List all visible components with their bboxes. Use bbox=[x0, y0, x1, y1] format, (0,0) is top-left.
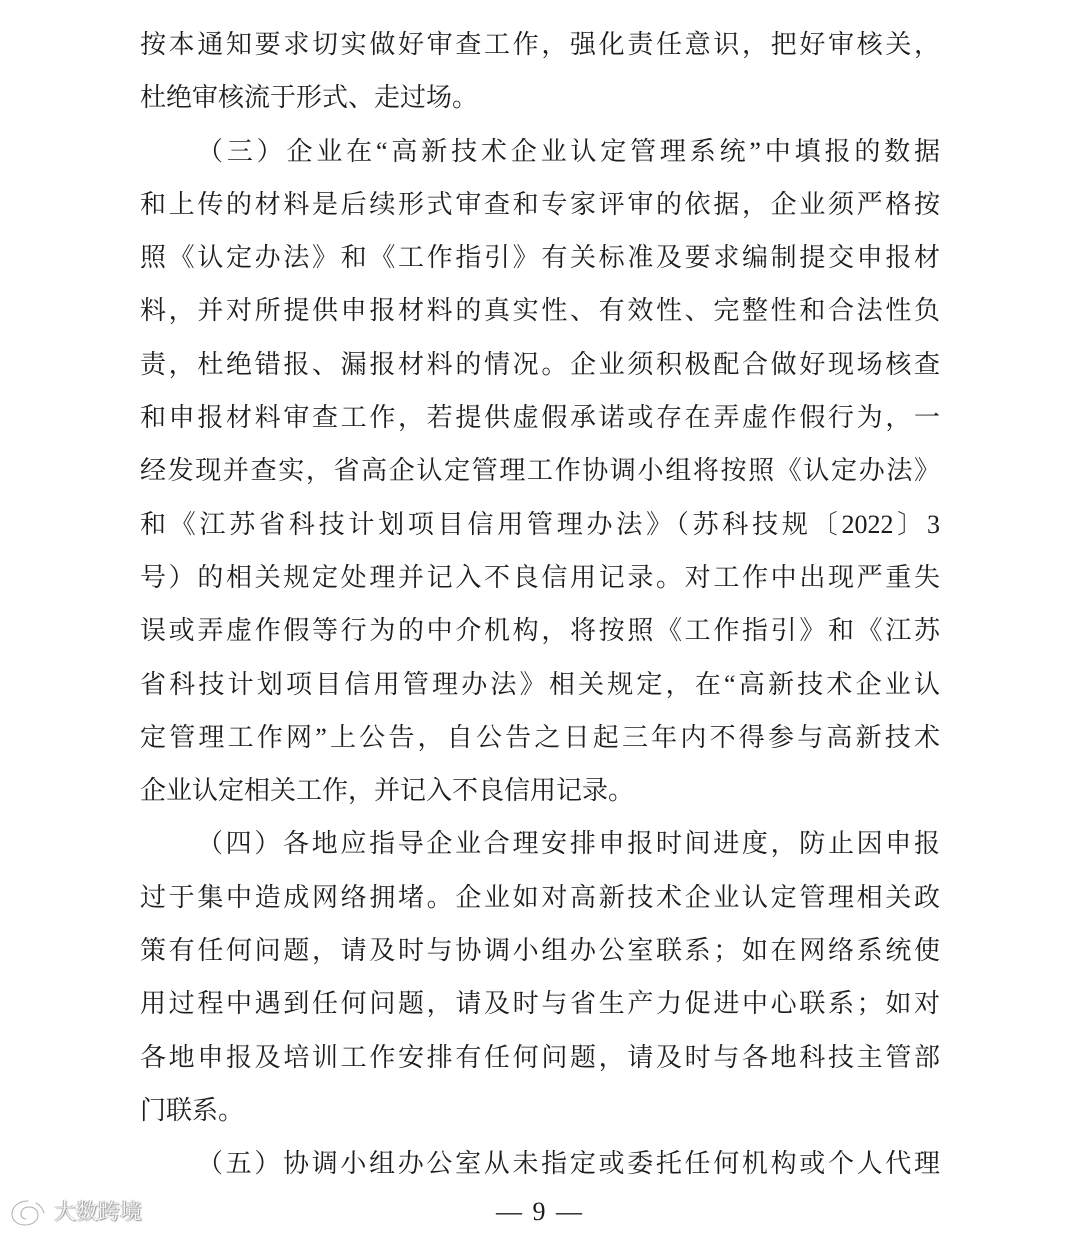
text-line: 过于集中造成网络拥堵。企业如对高新技术企业认定管理相关政 bbox=[140, 882, 940, 912]
text-line: 责，杜绝错报、漏报材料的情况。企业须积极配合做好现场核查 bbox=[140, 349, 940, 379]
watermark bbox=[8, 1196, 142, 1230]
text-line: 误或弄虚作假等行为的中介机构，将按照《工作指引》和《江苏 bbox=[140, 616, 940, 646]
text-line: 用过程中遇到任何问题，请及时与省生产力促进中心联系；如对 bbox=[140, 989, 940, 1019]
text-line: 定管理工作网”上公告，自公告之日起三年内不得参与高新技术 bbox=[140, 722, 940, 752]
text-line: 经发现并查实，省高企认定管理工作协调小组将按照《认定办法》 bbox=[140, 456, 940, 486]
page-text bbox=[140, 18, 940, 1191]
text-line: 策有任何问题，请及时与协调小组办公室联系；如在网络系统使 bbox=[140, 936, 940, 966]
text-line: 企业认定相关工作，并记入不良信用记录。 bbox=[140, 776, 635, 806]
paragraph-5 bbox=[140, 1137, 940, 1190]
text-line: 号）的相关规定处理并记入不良信用记录。对工作中出现严重失 bbox=[140, 562, 940, 592]
text-line: 省科技计划项目信用管理办法》相关规定，在“高新技术企业认 bbox=[140, 669, 940, 699]
page-number: — 9 — bbox=[496, 1197, 584, 1226]
paragraph-continued bbox=[140, 18, 940, 125]
paragraph-4 bbox=[140, 817, 940, 1137]
text-line: 各地申报及培训工作安排有任何问题，请及时与各地科技主管部 bbox=[140, 1042, 940, 1072]
watermark-text: 大数跨境 bbox=[54, 1200, 143, 1225]
text-line: 和上传的材料是后续形式审查和专家评审的依据，企业须严格按 bbox=[140, 189, 940, 219]
logo-icon bbox=[8, 1197, 48, 1229]
text-line: 和申报材料审查工作，若提供虚假承诺或存在弄虚作假行为，一 bbox=[140, 403, 940, 433]
text-line: 料，并对所提供申报材料的真实性、有效性、完整性和合法性负 bbox=[140, 296, 940, 326]
text-line: 按本通知要求切实做好审查工作，强化责任意识，把好审核关， bbox=[140, 30, 940, 59]
text-line: （三）企业在“高新技术企业认定管理系统”中填报的数据 bbox=[197, 136, 940, 166]
text-line: 杜绝审核流于形式、走过场。 bbox=[140, 83, 479, 113]
text-line: （五）协调小组办公室从未指定或委托任何机构或个人代理 bbox=[197, 1149, 940, 1179]
text-line: 照《认定办法》和《工作指引》有关标准及要求编制提交申报材 bbox=[140, 243, 940, 273]
paragraph-3 bbox=[140, 125, 940, 818]
text-line: 和《江苏省科技计划项目信用管理办法》（苏科技规〔2022〕3 bbox=[140, 509, 940, 539]
text-line: 门联系。 bbox=[140, 1095, 245, 1125]
text-line: （四）各地应指导企业合理安排申报时间进度，防止因申报 bbox=[197, 829, 940, 859]
